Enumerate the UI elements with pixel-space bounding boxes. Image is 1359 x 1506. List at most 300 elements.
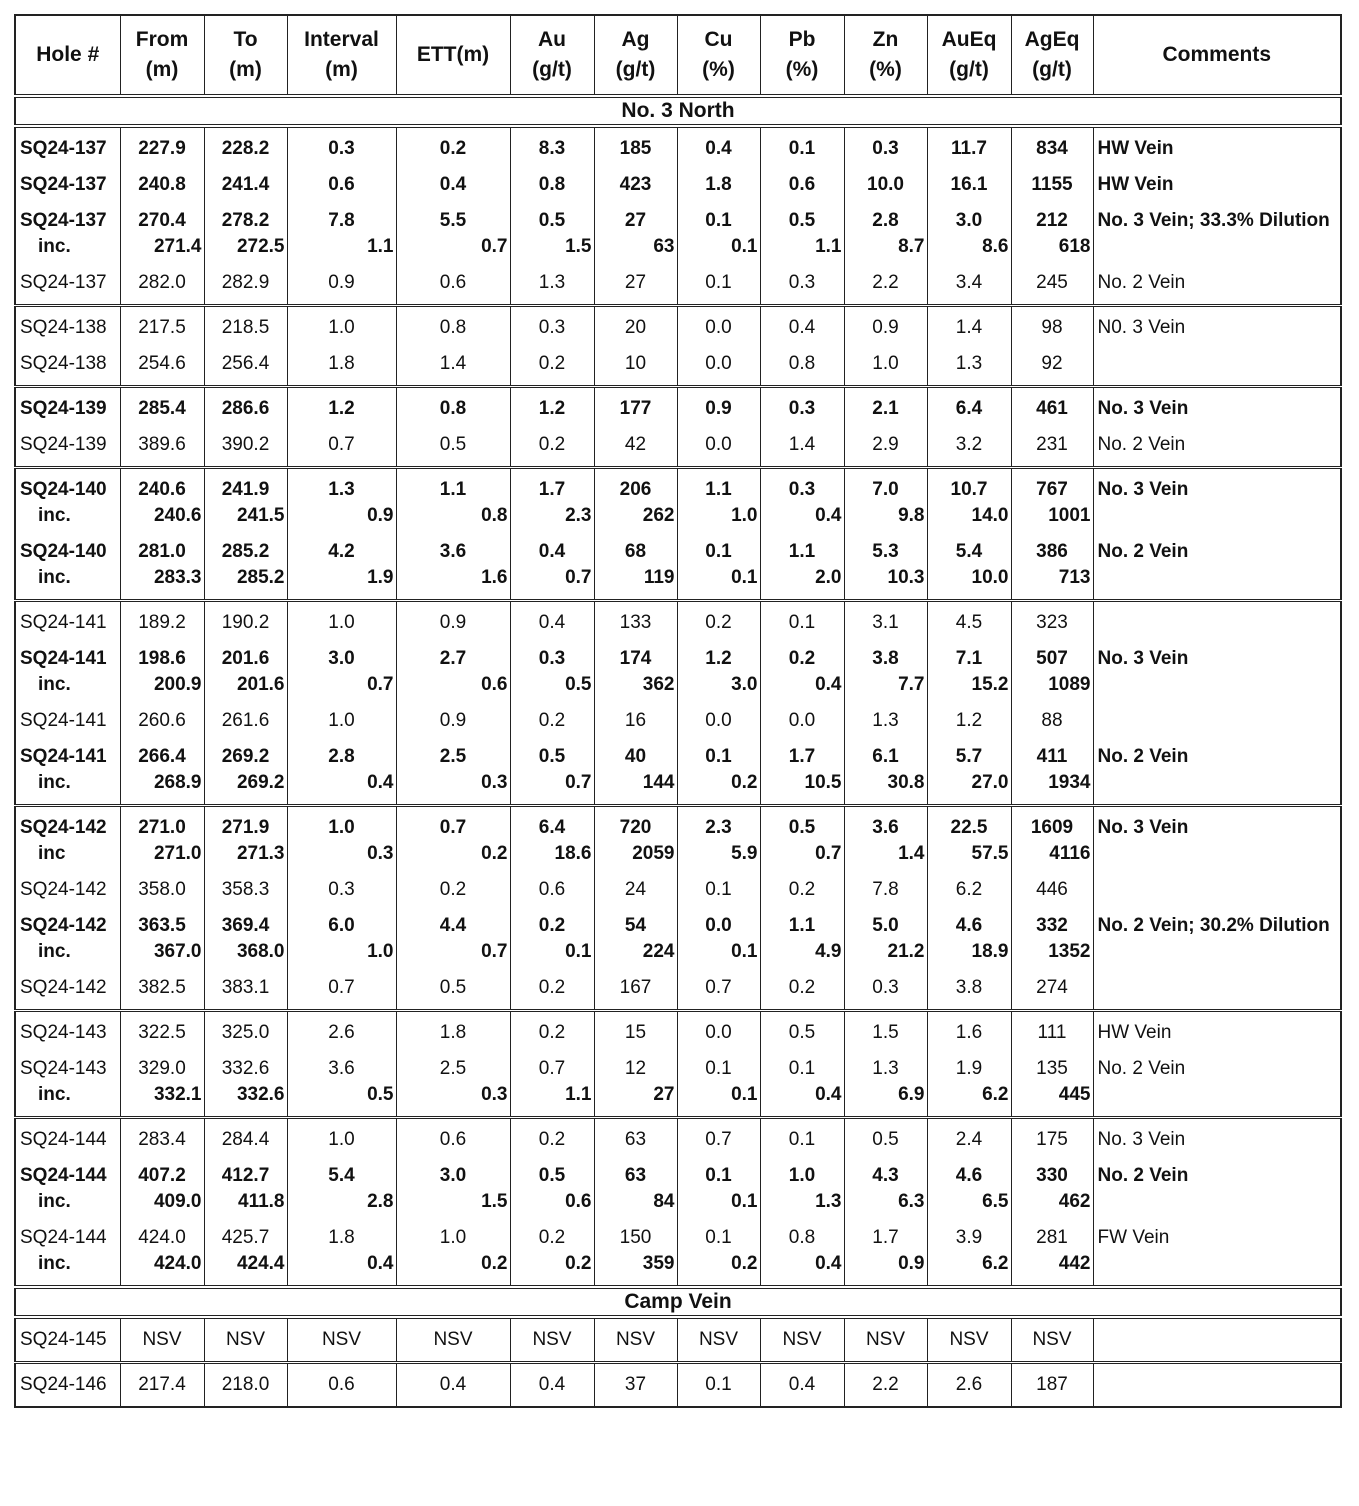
value-ett: 0.5 [439, 434, 467, 455]
cell-au [510, 306, 594, 387]
hole-id: SQ24-141 [20, 746, 107, 767]
hole-id: SQ24-145 [20, 1329, 107, 1350]
value-cu: 0.1 [705, 746, 732, 767]
cell-interval [287, 806, 396, 1011]
value-ageq: 281 [1036, 1227, 1068, 1248]
header-row [15, 15, 1341, 96]
cell-ett [396, 1118, 510, 1288]
section-header-row [15, 96, 1341, 126]
cell-ett [396, 1317, 510, 1363]
cell-zn [844, 806, 927, 1011]
cell-interval [287, 1118, 396, 1288]
value-to: 278.2 [221, 210, 270, 231]
include-value-zn: 7.7 [898, 674, 925, 695]
include-value-cu: 0.1 [731, 236, 758, 257]
value-au: 1.3 [538, 272, 566, 293]
header-hole: Hole # [15, 15, 120, 96]
include-value-aueq: 14.0 [971, 505, 1009, 526]
comment-text: FW Vein [1097, 1227, 1170, 1248]
cell-zn [844, 1363, 927, 1408]
value-zn: 6.1 [872, 746, 899, 767]
value-cu: 0.1 [705, 1227, 732, 1248]
comment-text: No. 2 Vein; 30.2% Dilution [1097, 915, 1330, 936]
value-ett: 0.8 [439, 398, 467, 419]
value-to: 332.6 [221, 1058, 270, 1079]
value-cu: 0.9 [705, 398, 732, 419]
value-ett: 0.6 [439, 1129, 467, 1150]
include-value-aueq: 6.5 [982, 1191, 1009, 1212]
cell-from [120, 806, 204, 1011]
value-ag: 150 [619, 1227, 652, 1248]
include-value-zn: 9.8 [898, 505, 925, 526]
cell-zn [844, 126, 927, 306]
value-zn: 0.3 [872, 977, 899, 998]
hole-id: SQ24-137 [20, 138, 107, 159]
value-cu: 0.1 [705, 1058, 732, 1079]
include-value-zn: 1.4 [898, 843, 925, 864]
value-ageq: 111 [1037, 1022, 1067, 1043]
value-to: 325.0 [221, 1022, 270, 1043]
include-value-zn: 30.8 [887, 772, 925, 793]
value-ett: 2.5 [439, 746, 467, 767]
cell-cu [677, 1317, 760, 1363]
include-value-au: 0.1 [565, 941, 592, 962]
value-interval: 1.8 [328, 1227, 355, 1248]
value-ett: 0.5 [439, 977, 467, 998]
value-zn: 3.6 [872, 817, 899, 838]
value-ageq: 274 [1036, 977, 1068, 998]
include-value-interval: 0.4 [367, 772, 394, 793]
value-cu: 0.1 [705, 1374, 732, 1395]
value-pb: 0.4 [788, 317, 816, 338]
cell-ageq [1011, 306, 1093, 387]
include-value-cu: 0.2 [731, 772, 758, 793]
include-value-ageq: 713 [1058, 567, 1091, 588]
value-to: 271.9 [221, 817, 270, 838]
value-au: 1.7 [538, 479, 566, 500]
cell-comments [1093, 1011, 1341, 1118]
value-au: 0.2 [538, 434, 566, 455]
cell-ag [594, 1011, 677, 1118]
value-zn: 5.3 [872, 541, 899, 562]
value-cu: 0.0 [705, 1022, 732, 1043]
value-au: 0.4 [538, 612, 566, 633]
hole-id: SQ24-143 [20, 1058, 107, 1079]
value-aueq: 4.6 [955, 915, 983, 936]
include-value-to: 269.2 [236, 772, 285, 793]
value-interval: 1.8 [328, 353, 355, 374]
value-interval: 0.7 [328, 977, 355, 998]
cell-cu [677, 1363, 760, 1408]
hole-id: SQ24-142 [20, 879, 107, 900]
value-ageq: 446 [1036, 879, 1068, 900]
value-from: 240.8 [138, 174, 186, 195]
include-value-to: 201.6 [236, 674, 285, 695]
value-cu: 1.8 [705, 174, 732, 195]
value-from: 198.6 [138, 648, 186, 669]
value-interval: 1.0 [328, 817, 355, 838]
cell-ett [396, 387, 510, 468]
cell-au [510, 126, 594, 306]
value-ageq: 323 [1036, 612, 1068, 633]
include-value-from: 283.3 [153, 567, 202, 588]
include-value-aueq: 8.6 [982, 236, 1009, 257]
include-value-aueq: 6.2 [982, 1253, 1009, 1274]
hole-id: SQ24-143 [20, 1022, 107, 1043]
includes-label: inc. [38, 941, 71, 962]
value-aueq: 2.4 [955, 1129, 983, 1150]
include-value-interval: 2.8 [367, 1191, 394, 1212]
header-interval: Interval (m) [287, 15, 396, 96]
value-cu: NSV [698, 1329, 739, 1350]
cell-cu [677, 126, 760, 306]
include-value-pb: 0.4 [815, 505, 842, 526]
includes-label: inc. [38, 674, 71, 695]
cell-au [510, 387, 594, 468]
value-ett: 2.5 [439, 1058, 467, 1079]
value-to: 190.2 [221, 612, 270, 633]
value-from: 382.5 [138, 977, 186, 998]
value-aueq: 6.4 [955, 398, 983, 419]
value-ett: 4.4 [439, 915, 467, 936]
cell-hole [15, 1363, 120, 1408]
hole-id: SQ24-144 [20, 1129, 107, 1150]
cell-to [204, 468, 287, 601]
comment-text [1094, 1372, 1341, 1398]
value-interval: 3.0 [328, 648, 355, 669]
value-to: 285.2 [221, 541, 270, 562]
cell-ag [594, 601, 677, 806]
value-to: 261.6 [221, 710, 270, 731]
value-zn: 1.3 [872, 1058, 899, 1079]
value-from: 217.5 [138, 317, 186, 338]
value-au: 0.5 [538, 746, 566, 767]
cell-cu [677, 1011, 760, 1118]
value-ag: 68 [624, 541, 647, 562]
hole-group-row [15, 306, 1341, 387]
include-value-from: 367.0 [153, 941, 202, 962]
include-value-to: 411.8 [238, 1191, 285, 1212]
hole-id: SQ24-142 [20, 915, 107, 936]
cell-hole [15, 1011, 120, 1118]
value-zn: 0.5 [872, 1129, 899, 1150]
includes-label: inc [38, 843, 66, 864]
comment-text: HW Vein [1097, 138, 1174, 159]
value-ag: 27 [624, 272, 647, 293]
include-value-to: 368.0 [236, 941, 285, 962]
value-aueq: 1.2 [955, 710, 983, 731]
value-from: 271.0 [138, 817, 186, 838]
value-interval: 0.3 [328, 879, 355, 900]
cell-ag [594, 806, 677, 1011]
cell-ag [594, 1317, 677, 1363]
cell-interval [287, 306, 396, 387]
value-from: 281.0 [138, 541, 186, 562]
value-aueq: 10.7 [950, 479, 988, 500]
comment-text [1094, 841, 1341, 867]
value-au: 0.2 [538, 977, 566, 998]
value-zn: 2.9 [872, 434, 899, 455]
value-aueq: 1.6 [955, 1022, 983, 1043]
header-ageq: AgEq (g/t) [1011, 15, 1093, 96]
value-to: 412.7 [221, 1165, 270, 1186]
value-au: 8.3 [538, 138, 566, 159]
include-value-pb: 2.0 [815, 567, 842, 588]
cell-comments [1093, 468, 1341, 601]
value-zn: 1.0 [872, 353, 899, 374]
value-aueq: 11.7 [951, 138, 987, 159]
comment-text [1094, 234, 1341, 260]
cell-aueq [927, 126, 1011, 306]
value-from: 227.9 [138, 138, 186, 159]
cell-ag [594, 126, 677, 306]
include-value-ett: 0.6 [481, 674, 508, 695]
cell-au [510, 468, 594, 601]
value-from: 282.0 [138, 272, 186, 293]
value-cu: 0.7 [705, 1129, 732, 1150]
value-cu: 0.2 [705, 612, 732, 633]
cell-from [120, 1317, 204, 1363]
value-interval: 3.6 [328, 1058, 355, 1079]
value-ag: 423 [619, 174, 652, 195]
value-ett: 0.9 [439, 710, 467, 731]
include-value-ageq: 445 [1058, 1084, 1091, 1105]
value-to: 284.4 [221, 1129, 270, 1150]
value-ageq: 135 [1036, 1058, 1068, 1079]
hole-id: SQ24-137 [20, 174, 107, 195]
cell-to [204, 387, 287, 468]
value-au: 0.2 [538, 710, 566, 731]
cell-interval [287, 387, 396, 468]
value-from: 217.4 [138, 1374, 186, 1395]
comment-text [1094, 503, 1341, 529]
cell-au [510, 1317, 594, 1363]
value-ageq: 411 [1036, 746, 1068, 767]
cell-from [120, 1118, 204, 1288]
value-au: 0.5 [538, 210, 566, 231]
value-aueq: 1.9 [955, 1058, 983, 1079]
value-ag: 40 [624, 746, 647, 767]
value-ett: 0.9 [439, 612, 467, 633]
include-value-ageq: 618 [1058, 236, 1091, 257]
cell-ageq [1011, 806, 1093, 1011]
comment-text: No. 2 Vein [1097, 541, 1189, 562]
value-to: 390.2 [221, 434, 270, 455]
value-cu: 0.7 [705, 977, 732, 998]
value-to: 369.4 [221, 915, 270, 936]
value-aueq: NSV [949, 1329, 989, 1350]
value-ett: 1.8 [439, 1022, 467, 1043]
hole-id: SQ24-142 [20, 817, 107, 838]
cell-from [120, 126, 204, 306]
value-zn: 7.8 [872, 879, 899, 900]
include-value-ett: 0.2 [481, 1253, 508, 1274]
comment-text [1094, 975, 1341, 1001]
value-ett: 1.0 [439, 1227, 467, 1248]
cell-comments [1093, 126, 1341, 306]
cell-from [120, 387, 204, 468]
section-title: Camp Vein [15, 1287, 1341, 1317]
value-cu: 0.0 [705, 710, 732, 731]
value-cu: 0.1 [705, 272, 732, 293]
value-from: 322.5 [138, 1022, 186, 1043]
include-value-ett: 0.8 [481, 505, 508, 526]
value-pb: NSV [782, 1329, 822, 1350]
include-value-ett: 0.7 [481, 236, 508, 257]
comment-text [1094, 610, 1341, 636]
value-pb: 0.8 [788, 1227, 816, 1248]
value-interval: 1.0 [328, 317, 355, 338]
header-cu: Cu (%) [677, 15, 760, 96]
cell-ett [396, 1011, 510, 1118]
include-value-pb: 0.7 [815, 843, 842, 864]
cell-zn [844, 1317, 927, 1363]
include-value-interval: 0.7 [367, 674, 394, 695]
cell-ageq [1011, 601, 1093, 806]
hole-group-row [15, 1011, 1341, 1118]
cell-to [204, 806, 287, 1011]
include-value-au: 0.7 [565, 772, 592, 793]
include-value-ag: 63 [653, 236, 675, 257]
value-ett: 3.6 [439, 541, 467, 562]
hole-id: SQ24-138 [20, 317, 107, 338]
include-value-to: 241.5 [236, 505, 285, 526]
value-from: 285.4 [138, 398, 186, 419]
cell-comments [1093, 306, 1341, 387]
value-to: 286.6 [221, 398, 270, 419]
cell-pb [760, 468, 844, 601]
value-aueq: 3.8 [955, 977, 983, 998]
include-value-ag: 224 [642, 941, 675, 962]
cell-pb [760, 126, 844, 306]
include-value-ageq: 462 [1058, 1191, 1091, 1212]
value-from: 240.6 [138, 479, 186, 500]
value-interval: 2.8 [328, 746, 355, 767]
value-au: 0.5 [538, 1165, 566, 1186]
cell-to [204, 601, 287, 806]
include-value-ett: 0.7 [481, 941, 508, 962]
value-from: 189.2 [138, 612, 186, 633]
cell-au [510, 806, 594, 1011]
include-value-pb: 4.9 [815, 941, 842, 962]
include-value-ageq: 4116 [1049, 843, 1091, 864]
value-interval: 6.0 [328, 915, 355, 936]
value-ag: 167 [619, 977, 652, 998]
value-ett: 1.4 [439, 353, 467, 374]
value-ageq: 187 [1036, 1374, 1068, 1395]
value-aueq: 4.6 [955, 1165, 983, 1186]
value-ett: 5.5 [439, 210, 467, 231]
cell-zn [844, 601, 927, 806]
includes-label: inc. [38, 1084, 71, 1105]
comment-text: HW Vein [1097, 1022, 1172, 1043]
cell-ageq [1011, 468, 1093, 601]
cell-au [510, 1118, 594, 1288]
hole-group-row [15, 126, 1341, 306]
include-value-interval: 1.0 [367, 941, 394, 962]
cell-hole [15, 468, 120, 601]
cell-comments [1093, 806, 1341, 1011]
include-value-cu: 1.0 [731, 505, 758, 526]
includes-label: inc. [38, 236, 71, 257]
value-zn: 2.2 [872, 272, 899, 293]
include-value-interval: 0.9 [367, 505, 394, 526]
value-ag: 185 [619, 138, 652, 159]
include-value-ag: 362 [642, 674, 675, 695]
value-pb: 1.4 [788, 434, 816, 455]
value-aueq: 3.4 [955, 272, 983, 293]
include-value-ageq: 1352 [1048, 941, 1091, 962]
hole-group-row [15, 601, 1341, 806]
value-pb: 0.0 [788, 710, 816, 731]
value-ageq: 767 [1036, 479, 1068, 500]
value-aueq: 3.2 [955, 434, 983, 455]
value-interval: 1.2 [328, 398, 355, 419]
value-aueq: 1.4 [955, 317, 983, 338]
value-ag: NSV [615, 1329, 656, 1350]
value-ageq: 386 [1036, 541, 1068, 562]
value-interval: 7.8 [328, 210, 355, 231]
value-ageq: 834 [1036, 138, 1068, 159]
cell-au [510, 601, 594, 806]
include-value-ageq: 442 [1058, 1253, 1091, 1274]
value-au: 6.4 [538, 817, 566, 838]
include-value-cu: 5.9 [731, 843, 758, 864]
value-ageq: 1155 [1031, 174, 1073, 195]
cell-ageq [1011, 1363, 1093, 1408]
hole-id: SQ24-146 [20, 1374, 107, 1395]
value-zn: 4.3 [872, 1165, 899, 1186]
comment-text: No. 2 Vein [1097, 272, 1186, 293]
value-ett: 3.0 [439, 1165, 467, 1186]
assay-results-table-container [14, 14, 1340, 1408]
include-value-from: 240.6 [153, 505, 202, 526]
cell-ageq [1011, 126, 1093, 306]
include-value-interval: 0.5 [367, 1084, 394, 1105]
cell-aueq [927, 601, 1011, 806]
comment-text: N0. 3 Vein [1097, 317, 1186, 338]
value-ag: 174 [619, 648, 652, 669]
value-cu: 0.1 [705, 1165, 732, 1186]
include-value-ageq: 1089 [1048, 674, 1091, 695]
table-body [15, 96, 1341, 1407]
include-value-aueq: 57.5 [971, 843, 1009, 864]
hole-id: SQ24-137 [20, 272, 107, 293]
cell-zn [844, 1118, 927, 1288]
cell-interval [287, 1011, 396, 1118]
cell-hole [15, 126, 120, 306]
cell-ageq [1011, 1011, 1093, 1118]
comment-text: No. 3 Vein [1097, 479, 1189, 500]
include-value-zn: 21.2 [887, 941, 925, 962]
include-value-au: 18.6 [554, 843, 592, 864]
include-value-ett: 0.3 [481, 1084, 508, 1105]
include-value-interval: 1.9 [367, 567, 394, 588]
value-au: 0.3 [538, 648, 566, 669]
include-value-zn: 0.9 [898, 1253, 925, 1274]
value-cu: 0.4 [705, 138, 732, 159]
value-au: 0.2 [538, 1129, 566, 1150]
value-ageq: 231 [1036, 434, 1068, 455]
comment-text: No. 3 Vein [1097, 817, 1189, 838]
hole-id: SQ24-141 [20, 710, 107, 731]
value-ag: 54 [624, 915, 647, 936]
value-to: 241.4 [221, 174, 270, 195]
value-ageq: 332 [1036, 915, 1068, 936]
cell-pb [760, 306, 844, 387]
cell-from [120, 306, 204, 387]
comment-text [1094, 565, 1341, 591]
